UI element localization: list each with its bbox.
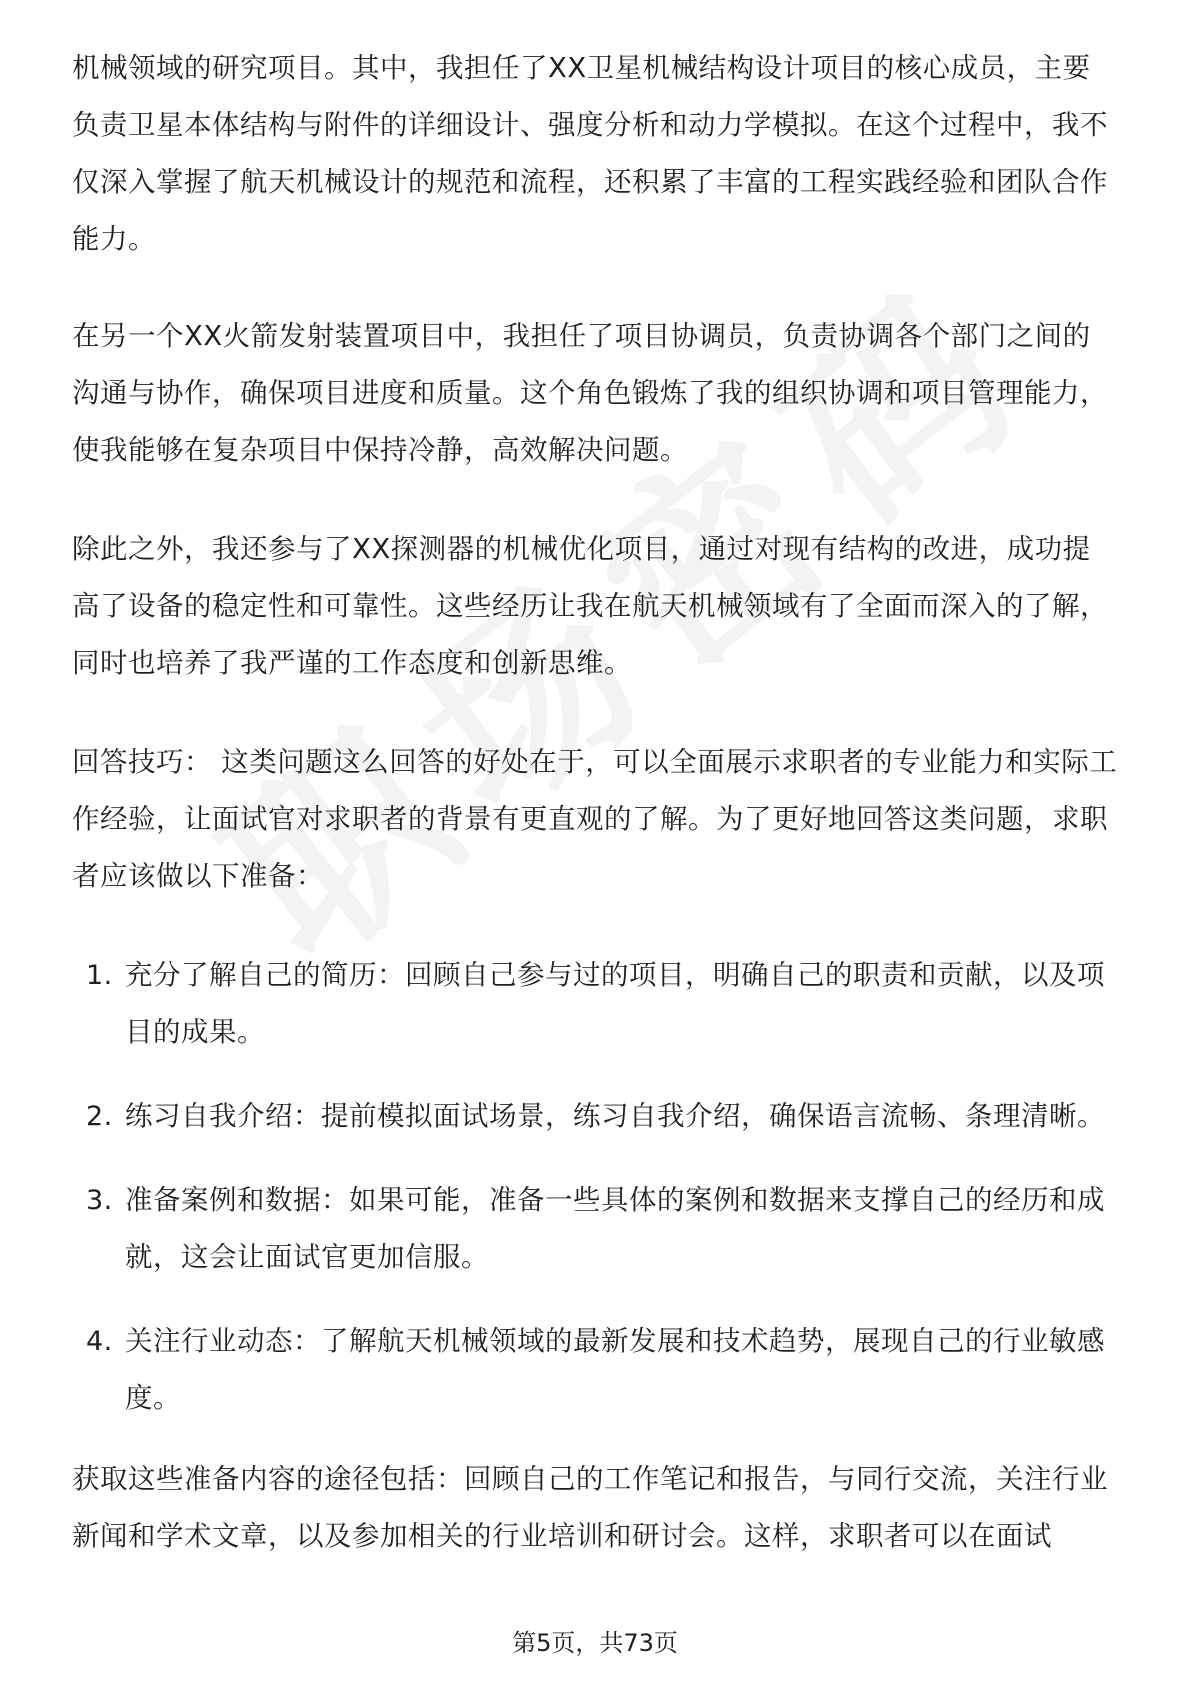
paragraph-answer-tips: 回答技巧： 这类问题这么回答的好处在于，可以全面展示求职者的专业能力和实际工作经验，让面试官对求职者的背景有更直观的了解。为了更好地回答这类问题，求职者应该做以下准备：: [72, 746, 1118, 892]
list-item-number: 3.: [86, 1185, 113, 1216]
preparation-list: [72, 947, 1118, 1427]
list-item: [72, 1172, 1118, 1286]
paragraph-intro: 机械领域的研究项目。其中，我担任了XX卫星机械结构设计项目的核心成员，主要负责卫星本体结构与附件的详细设计、强度分析和动力学模拟。在这个过程中，我不仅深入掌握了航天机械设计的规范和流程，还积累了丰富的工程实践经验和团队合作能力。: [72, 52, 1108, 255]
paragraph-probe-project: 除此之外，我还参与了XX探测器的机械优化项目，通过对现有结构的改进，成功提高了设备的稳定性和可靠性。这些经历让我在航天机械领域有了全面而深入的了解，同时也培养了我严谨的工作态度和创新思维。: [72, 533, 1108, 679]
list-item-number: 1.: [86, 960, 113, 991]
list-item-number: 4.: [86, 1326, 113, 1357]
paragraph-closing: 获取这些准备内容的途径包括：回顾自己的工作笔记和报告，与同行交流，关注行业新闻和学术文章，以及参加相关的行业培训和研讨会。这样，求职者可以在面试: [72, 1463, 1108, 1552]
list-item-text: 关注行业动态：了解航天机械领域的最新发展和技术趋势，展现自己的行业敏感度。: [125, 1325, 1105, 1414]
list-item-text: 练习自我介绍：提前模拟面试场景，练习自我介绍，确保语言流畅、条理清晰。: [125, 1100, 1105, 1132]
list-item: [72, 1088, 1118, 1145]
page-number-footer: 第5页，共73页: [512, 1629, 678, 1657]
list-item-number: 2.: [86, 1101, 113, 1132]
list-item: [72, 947, 1118, 1061]
list-item-text: 准备案例和数据：如果可能，准备一些具体的案例和数据来支撑自己的经历和成就，这会让面试官更加信服。: [125, 1184, 1105, 1273]
paragraph-rocket-project: 在另一个XX火箭发射装置项目中，我担任了项目协调员，负责协调各个部门之间的沟通与协作，确保项目进度和质量。这个角色锻炼了我的组织协调和项目管理能力，使我能够在复杂项目中保持冷静，高效解决问题。: [72, 320, 1108, 466]
list-item-text: 充分了解自己的简历：回顾自己参与过的项目，明确自己的职责和贡献，以及项目的成果。: [125, 959, 1105, 1048]
document-body: [72, 40, 1118, 1607]
list-item: [72, 1313, 1118, 1427]
